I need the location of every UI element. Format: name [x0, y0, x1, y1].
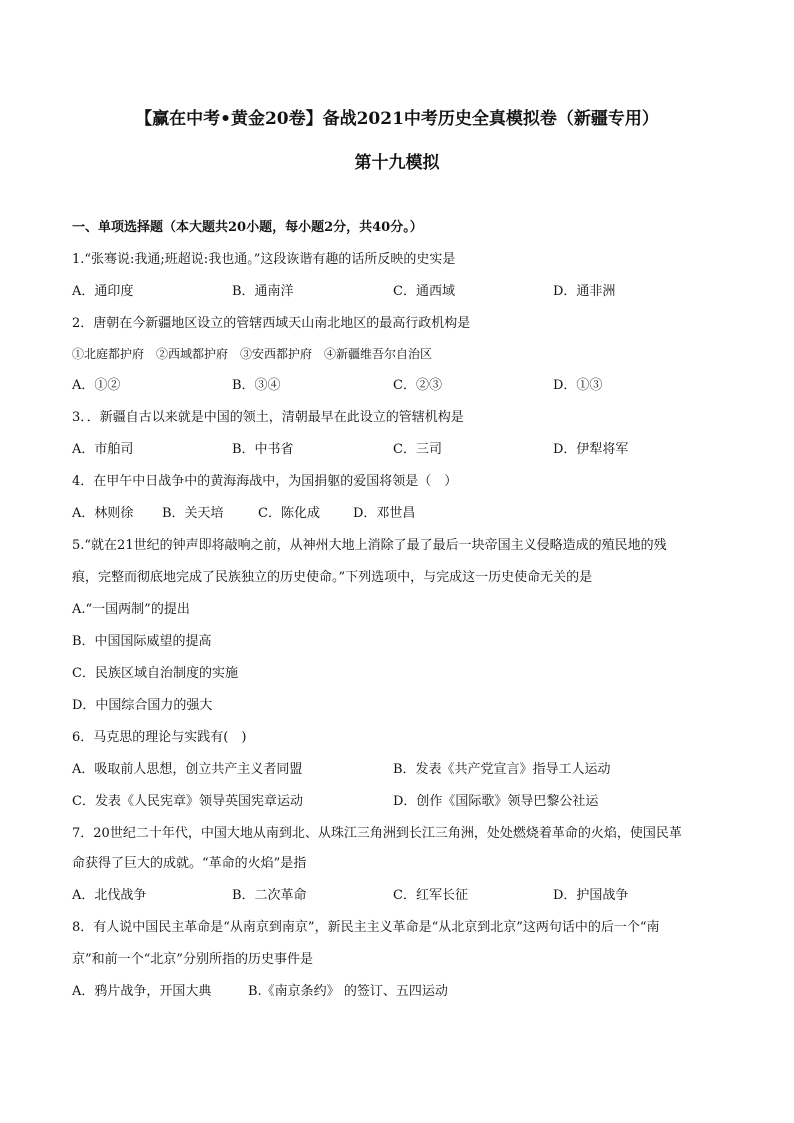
q2-option-d: D．①③: [553, 378, 603, 393]
q3-option-a: A．市舶司: [72, 442, 134, 457]
q6-option-d: D．创作《国际歌》领导巴黎公社运: [393, 794, 599, 809]
q4-option-b: B．关天培: [162, 506, 224, 521]
q4-option-c: C．陈化成: [258, 506, 320, 521]
question-4-stem: 4．在甲午中日战争中的黄海海战中，为国捐躯的爱国将领是（ ）: [72, 474, 458, 489]
q2-sub-choices: ①北庭都护府 ②西域都护府 ③安西都护府 ④新疆维吾尔自治区: [72, 347, 433, 361]
q4-option-d: D．邓世昌: [353, 506, 416, 521]
q5-option-b: B．中国国际威望的提高: [72, 634, 212, 649]
question-1-stem: 1.“张骞说:我通;班超说:我也通。”这段诙谐有趣的话所反映的史实是: [72, 252, 456, 267]
q1-option-d: D．通非洲: [553, 284, 616, 299]
section-heading: 一、单项选择题（本大题共20小题，每小题2分，共40分。）: [72, 220, 423, 235]
q5-option-a: A.“一国两制”的提出: [72, 602, 190, 617]
question-6-stem: 6．马克思的理论与实践有( ): [72, 730, 247, 745]
q5-option-d: D．中国综合国力的强大: [72, 698, 213, 713]
q6-option-a: A．吸取前人思想，创立共产主义者同盟: [72, 762, 303, 777]
q3-option-c: C．三司: [393, 442, 442, 457]
q1-option-a: A．通印度: [72, 284, 134, 299]
q5-option-c: C．民族区域自治制度的实施: [72, 666, 238, 681]
q2-option-c: C．②③: [393, 378, 442, 393]
q4-option-a: A．林则徐: [72, 506, 134, 521]
q8-option-a: A．鸦片战争，开国大典: [72, 984, 212, 999]
q6-option-b: B．发表《共产党宣言》指导工人运动: [393, 762, 611, 777]
q2-option-a: A．①②: [72, 378, 121, 393]
q2-option-b: B．③④: [232, 378, 281, 393]
q3-option-d: D．伊犁将军: [553, 442, 629, 457]
question-8-stem-line2: 京”和前一个“北京”分别所指的历史事件是: [72, 952, 313, 967]
q7-option-c: C．红军长征: [393, 888, 468, 903]
q8-option-b: B.《南京条约》 的签订、五四运动: [248, 984, 448, 999]
q6-option-c: C．发表《人民宪章》领导英国宪章运动: [72, 794, 303, 809]
q7-option-b: B．二次革命: [232, 888, 307, 903]
q1-option-b: B．通南洋: [232, 284, 294, 299]
question-7-stem-line1: 7．20世纪二十年代，中国大地从南到北、从珠江三角洲到长江三角洲，处处燃烧着革命的火焰，使国民革: [72, 826, 682, 841]
question-7-stem-line2: 命获得了巨大的成就。“革命的火焰”是指: [72, 856, 307, 871]
q7-option-a: A．北伐战争: [72, 888, 147, 903]
question-8-stem-line1: 8．有人说中国民主革命是“从南京到南京”，新民主主义革命是“从北京到北京”这两句话中的后一个“南: [72, 920, 660, 935]
question-5-stem-line2: 痕，完整而彻底地完成了民族独立的历史使命。”下列选项中，与完成这一历史使命无关的是: [72, 570, 593, 585]
exam-subtitle: 第十九模拟: [354, 153, 440, 173]
q3-option-b: B．中书省: [232, 442, 294, 457]
q1-option-c: C．通西域: [393, 284, 455, 299]
question-5-stem-line1: 5.“就在21世纪的钟声即将敲响之前，从神州大地上消除了最了最后一块帝国主义侵略造成的殖民地的残: [72, 538, 667, 553]
exam-title: 【赢在中考•黄金20卷】备战2021中考历史全真模拟卷（新疆专用）: [135, 109, 659, 129]
question-3-stem: 3．．新疆自古以来就是中国的领土，清朝最早在此设立的管辖机构是: [72, 410, 464, 425]
q7-option-d: D．护国战争: [553, 888, 629, 903]
question-2-stem: 2．唐朝在今新疆地区设立的管辖西域天山南北地区的最高行政机构是: [72, 316, 471, 331]
